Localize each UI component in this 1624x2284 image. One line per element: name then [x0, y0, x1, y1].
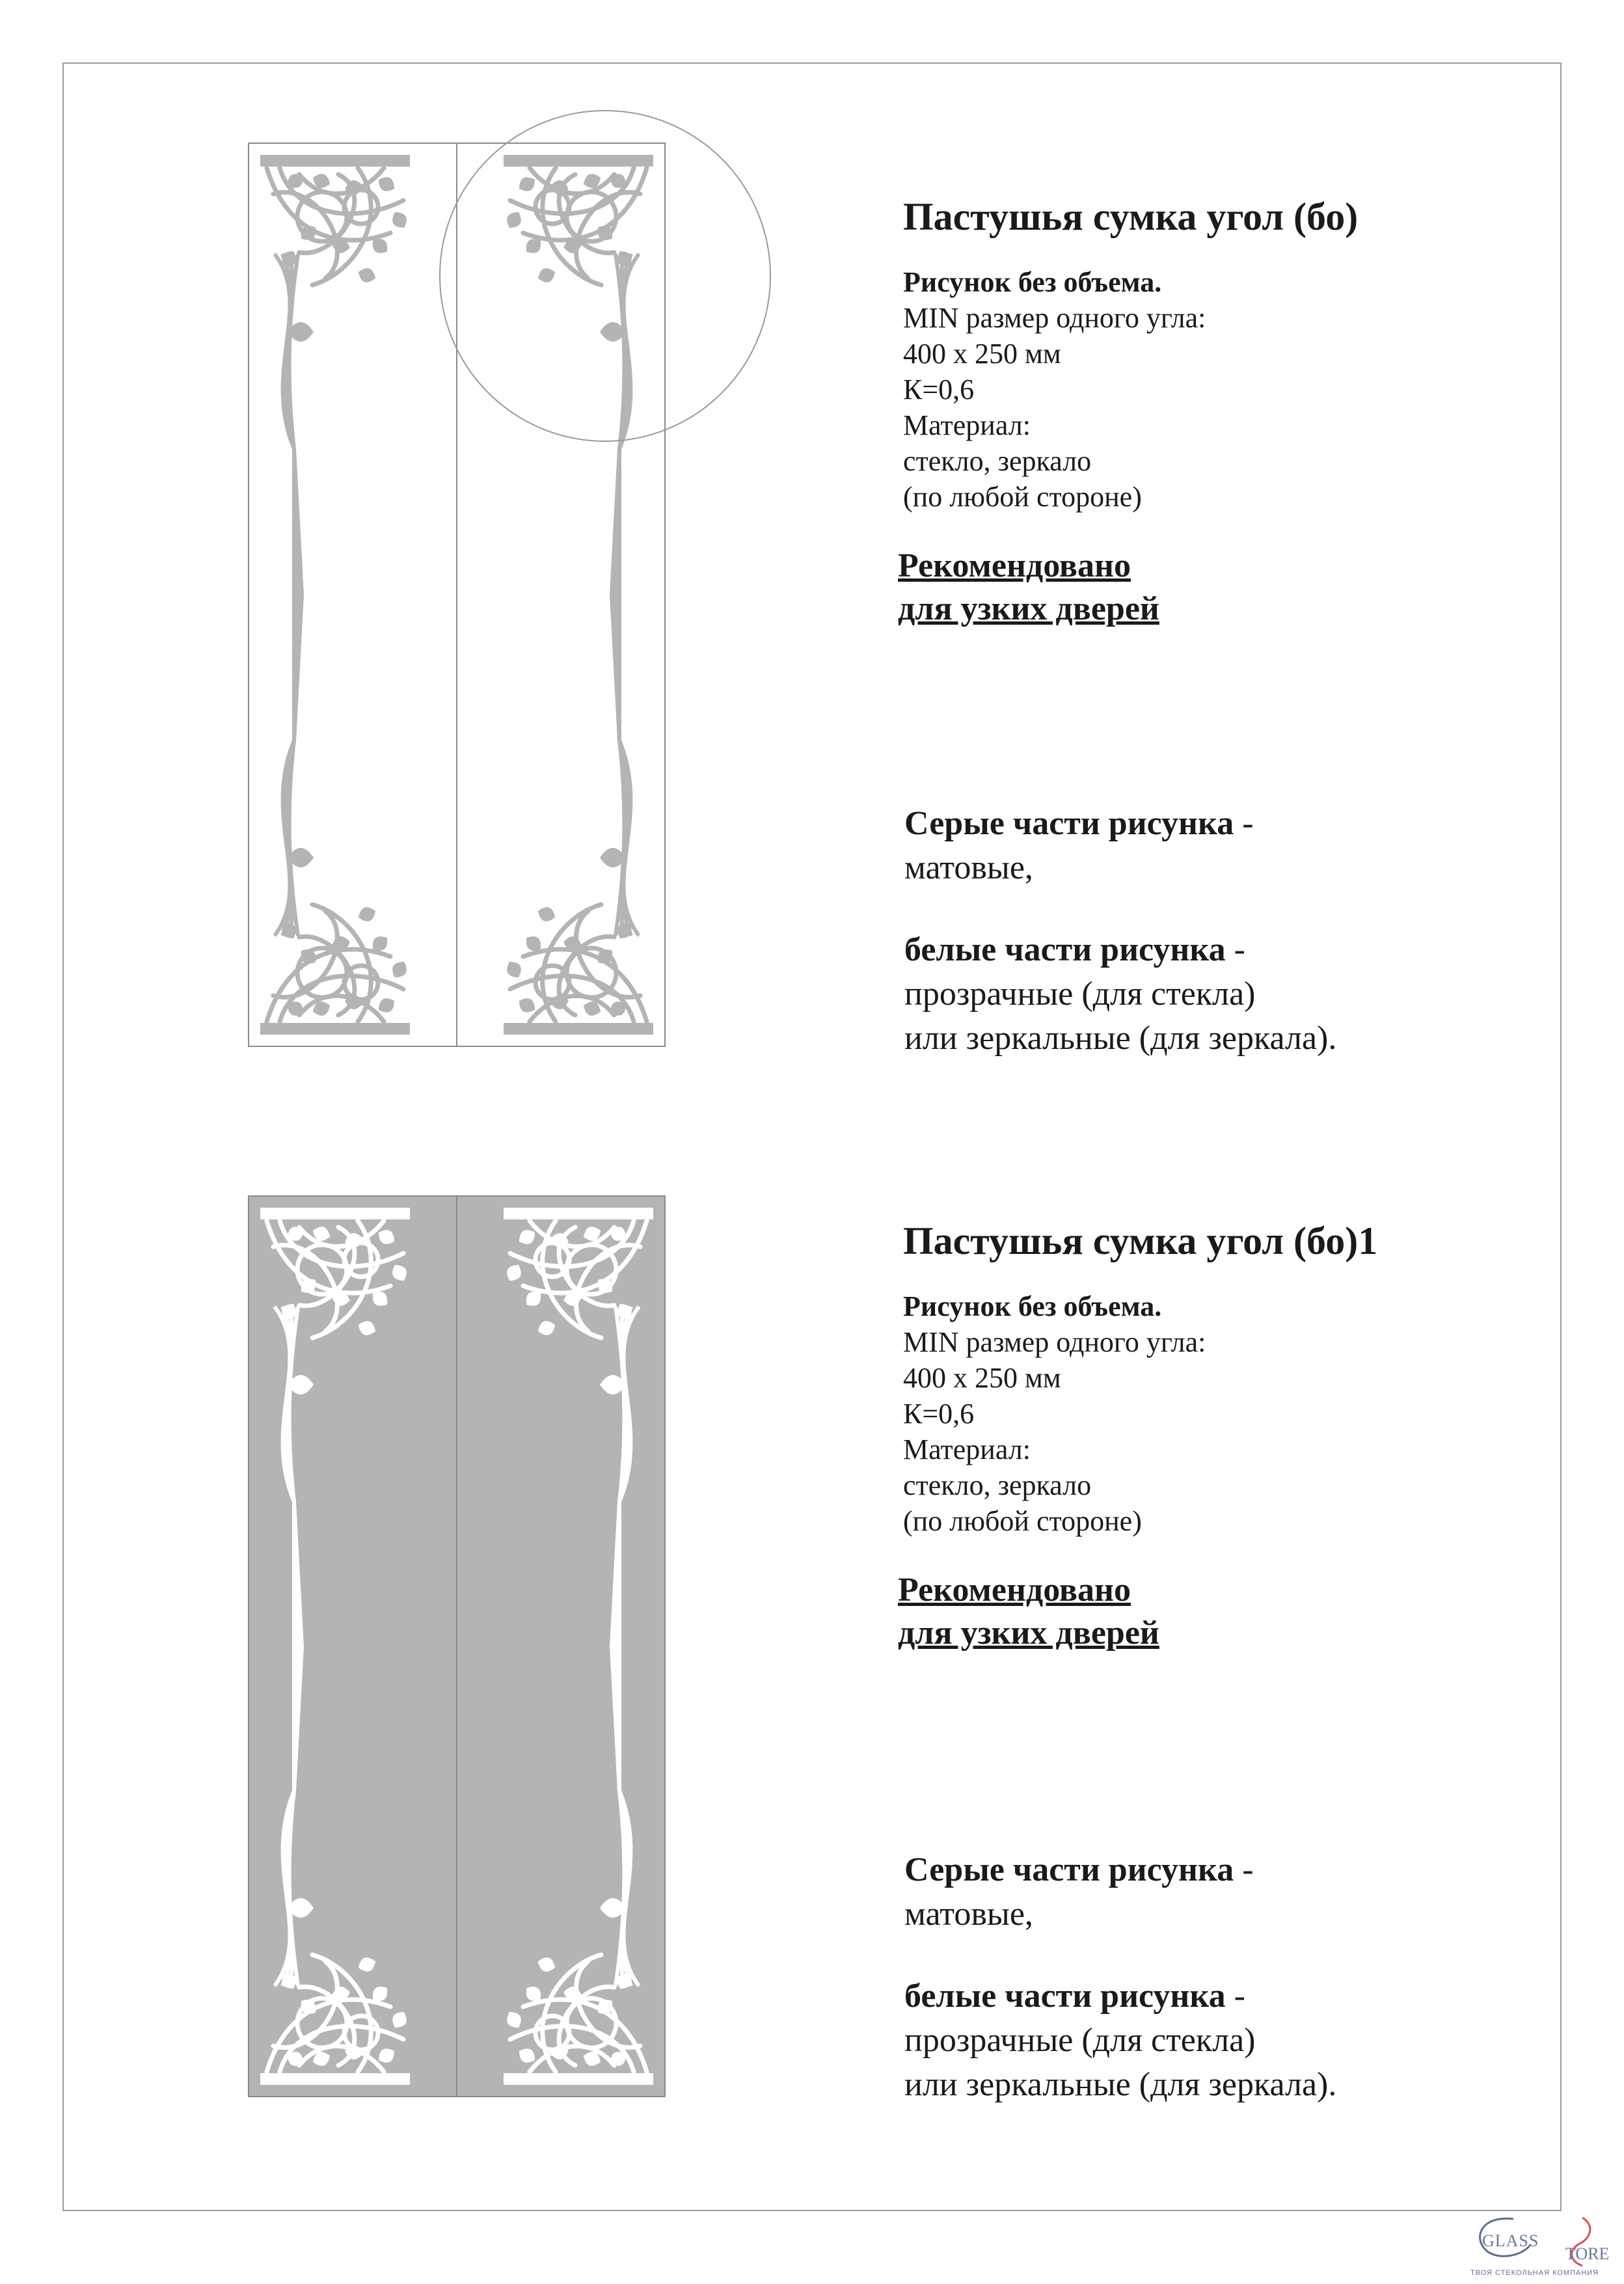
logo-tagline: ТВОЯ СТЕКОЛЬНАЯ КОМПАНИЯ	[1470, 2269, 1599, 2277]
spec-list	[903, 1288, 1528, 1539]
legend-white-label: белые части рисунка	[904, 931, 1226, 968]
spec-line: 400 х 250 мм	[903, 1362, 1061, 1394]
spec-line: (по любой стороне)	[903, 481, 1142, 513]
spec-lead: Рисунок без объема.	[903, 266, 1162, 298]
spec-list	[903, 264, 1528, 515]
legend-white-meaning: прозрачные (для стекла)	[904, 975, 1256, 1013]
door-drawing-1	[241, 91, 787, 1067]
spec-line: стекло, зеркало	[903, 445, 1092, 477]
spec-line: стекло, зеркало	[903, 1469, 1092, 1501]
door-panel	[457, 1196, 665, 2097]
color-legend-2	[904, 1848, 1542, 2107]
door-drawing-2	[241, 1191, 787, 2115]
legend-gray-label: Серые части рисунка	[904, 1851, 1234, 1888]
door-panel	[249, 143, 457, 1046]
legend-dash: -	[1225, 1978, 1245, 2015]
legend-gray-meaning: матовые,	[904, 849, 1033, 886]
description-block-1	[898, 195, 1528, 631]
door-pair	[249, 1196, 665, 2097]
recommendation-line: для узких дверей	[898, 590, 1159, 627]
recommendation-line: Рекомендовано	[898, 1571, 1131, 1609]
legend-dash: -	[1234, 805, 1254, 842]
spec-line: Материал:	[903, 409, 1031, 441]
design-title: Пастушья сумка угол (бо)	[903, 195, 1359, 238]
svg-text:TORE: TORE	[1565, 2244, 1610, 2263]
glass-store-logo	[1468, 2212, 1617, 2280]
legend-dash: -	[1234, 1851, 1254, 1888]
door-panel	[249, 1196, 457, 2097]
legend-gray-meaning: матовые,	[904, 1896, 1033, 1933]
legend-white-meaning: или зеркальные (для зеркала).	[904, 1020, 1337, 1057]
spec-line: (по любой стороне)	[903, 1505, 1142, 1537]
color-legend-1	[904, 802, 1542, 1061]
spec-line: 400 х 250 мм	[903, 338, 1061, 370]
recommendation-line: Рекомендовано	[898, 547, 1131, 584]
legend-white-meaning: или зеркальные (для зеркала).	[904, 2066, 1337, 2103]
spec-line: К=0,6	[903, 1398, 975, 1430]
spec-line: MIN размер одного угла:	[903, 302, 1206, 334]
legend-gray-label: Серые части рисунка	[904, 805, 1234, 842]
spec-line: К=0,6	[903, 374, 975, 405]
door-pair	[249, 143, 665, 1046]
description-block-2	[898, 1219, 1528, 1655]
legend-white-meaning: прозрачные (для стекла)	[904, 2022, 1256, 2059]
recommendation	[898, 1569, 1528, 1655]
spec-line: MIN размер одного угла:	[903, 1326, 1206, 1358]
recommendation-line: для узких дверей	[898, 1614, 1159, 1652]
door-panel	[457, 143, 665, 1046]
design-title: Пастушья сумка угол (бо)1	[903, 1219, 1378, 1262]
spec-lead: Рисунок без объема.	[903, 1290, 1162, 1322]
legend-dash: -	[1225, 931, 1245, 968]
legend-white-label: белые части рисунка	[904, 1978, 1226, 2015]
logo-wordmark: GLASS	[1482, 2231, 1539, 2250]
spec-line: Материал:	[903, 1434, 1031, 1465]
recommendation	[898, 545, 1528, 631]
